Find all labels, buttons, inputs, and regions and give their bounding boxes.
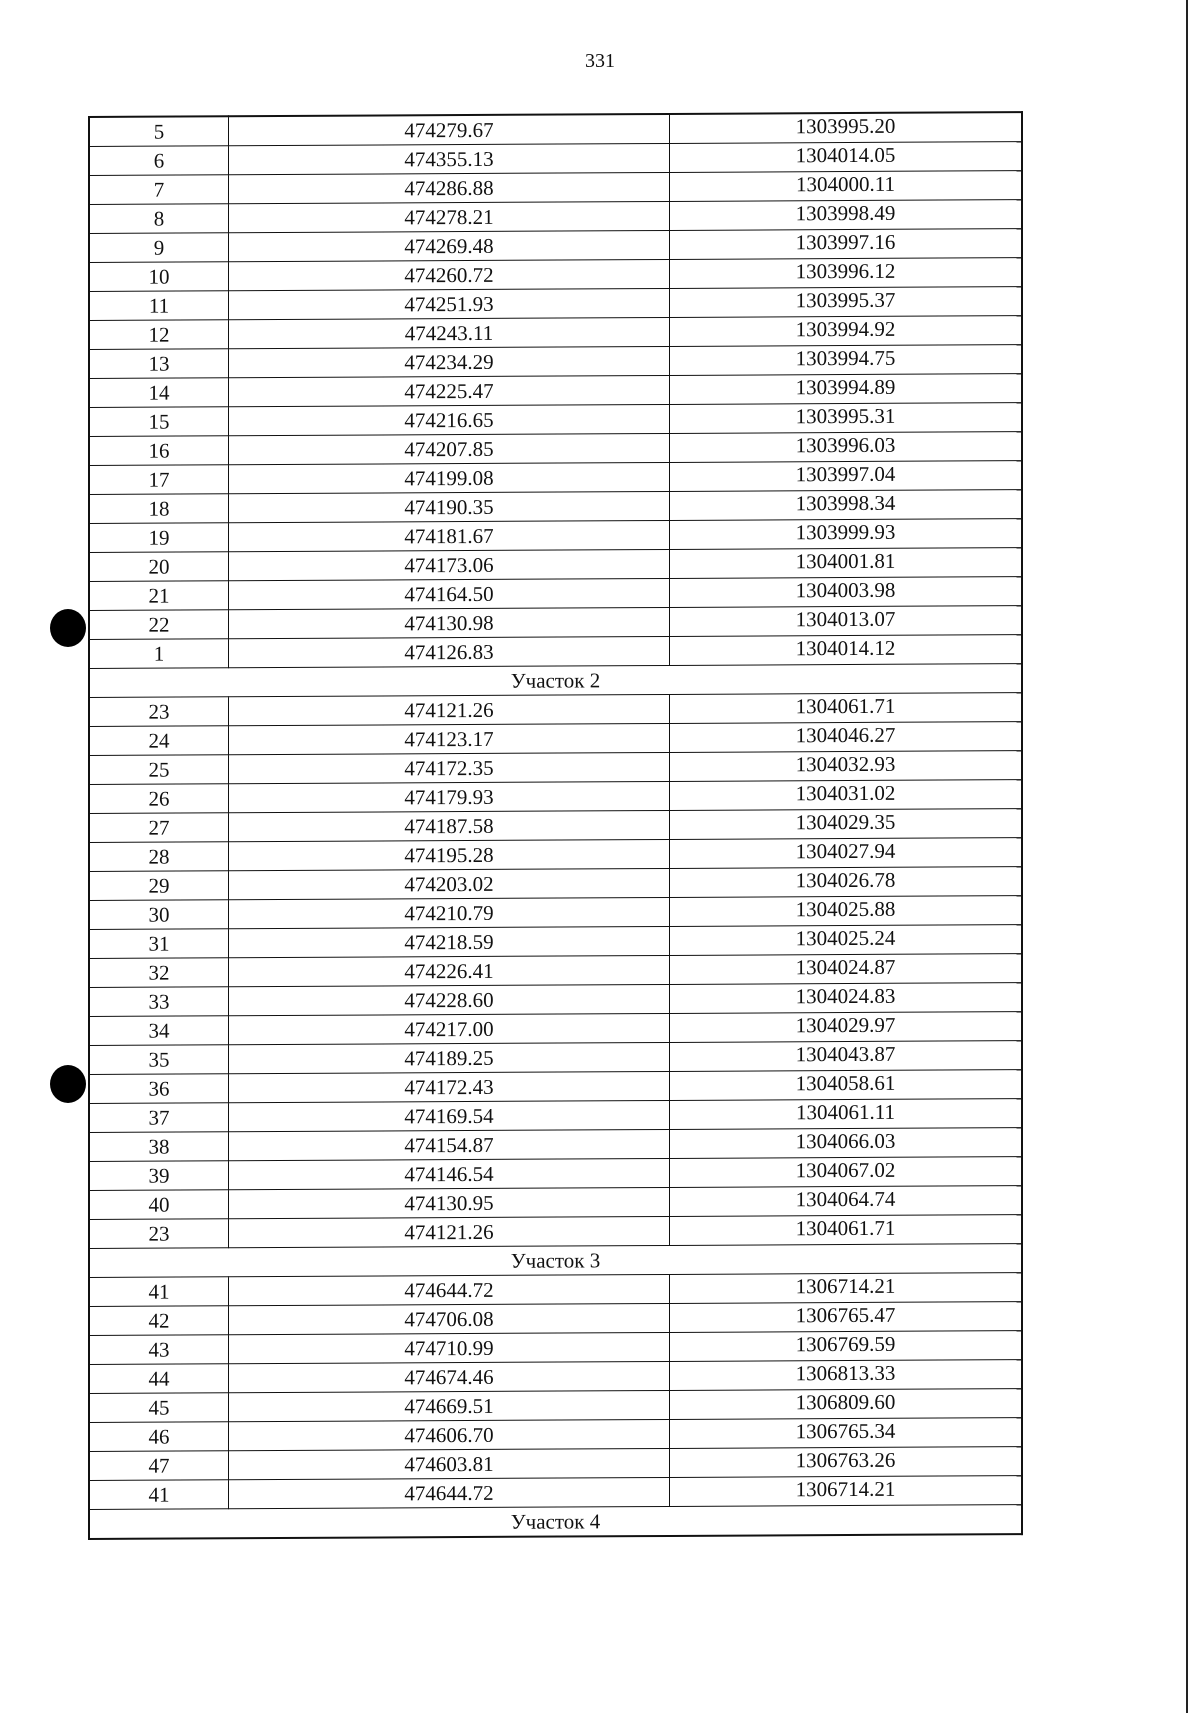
point-number-cell: 22 — [89, 610, 229, 640]
point-number-cell: 1 — [89, 639, 229, 669]
point-number-cell: 45 — [89, 1393, 229, 1423]
y-coordinate-cell: 1304046.27 — [670, 722, 1023, 753]
x-coordinate-cell: 474195.28 — [229, 839, 670, 870]
point-number-cell: 11 — [89, 291, 229, 321]
point-number-cell: 8 — [89, 204, 229, 234]
y-coordinate-cell: 1303995.31 — [670, 403, 1023, 434]
x-coordinate-cell: 474189.25 — [229, 1042, 670, 1073]
x-coordinate-cell: 474606.70 — [229, 1419, 670, 1450]
x-coordinate-cell: 474154.87 — [229, 1129, 670, 1160]
y-coordinate-cell: 1304027.94 — [670, 838, 1023, 869]
x-coordinate-cell: 474172.43 — [229, 1071, 670, 1102]
section-title: Участок 2 — [89, 664, 1022, 698]
y-coordinate-cell: 1304024.83 — [670, 983, 1023, 1014]
x-coordinate-cell: 474279.67 — [229, 114, 670, 146]
point-number-cell: 30 — [89, 900, 229, 930]
y-coordinate-cell: 1306714.21 — [670, 1273, 1023, 1304]
point-number-cell: 37 — [89, 1103, 229, 1133]
x-coordinate-cell: 474181.67 — [229, 520, 670, 551]
x-coordinate-cell: 474260.72 — [229, 259, 670, 290]
y-coordinate-cell: 1303994.75 — [670, 345, 1023, 376]
y-coordinate-cell: 1306765.34 — [670, 1418, 1023, 1449]
x-coordinate-cell: 474173.06 — [229, 549, 670, 580]
y-coordinate-cell: 1304066.03 — [670, 1128, 1023, 1159]
x-coordinate-cell: 474234.29 — [229, 346, 670, 377]
y-coordinate-cell: 1303997.16 — [670, 229, 1023, 260]
y-coordinate-cell: 1304003.98 — [670, 577, 1023, 608]
x-coordinate-cell: 474225.47 — [229, 375, 670, 406]
y-coordinate-cell: 1304001.81 — [670, 548, 1023, 579]
point-number-cell: 44 — [89, 1364, 229, 1394]
punch-hole — [50, 609, 86, 647]
x-coordinate-cell: 474278.21 — [229, 201, 670, 232]
section-title: Участок 3 — [89, 1244, 1022, 1278]
point-number-cell: 28 — [89, 842, 229, 872]
x-coordinate-cell: 474210.79 — [229, 897, 670, 928]
point-number-cell: 23 — [89, 1219, 229, 1249]
point-number-cell: 9 — [89, 233, 229, 263]
point-number-cell: 31 — [89, 929, 229, 959]
point-number-cell: 25 — [89, 755, 229, 785]
x-coordinate-cell: 474674.46 — [229, 1361, 670, 1392]
point-number-cell: 20 — [89, 552, 229, 582]
x-coordinate-cell: 474130.98 — [229, 607, 670, 638]
y-coordinate-cell: 1303995.37 — [670, 287, 1023, 318]
point-number-cell: 46 — [89, 1422, 229, 1452]
point-number-cell: 27 — [89, 813, 229, 843]
y-coordinate-cell: 1304043.87 — [670, 1041, 1023, 1072]
y-coordinate-cell: 1303998.49 — [670, 200, 1023, 231]
y-coordinate-cell: 1304014.12 — [670, 635, 1023, 666]
point-number-cell: 14 — [89, 378, 229, 408]
y-coordinate-cell: 1304058.61 — [670, 1070, 1023, 1101]
x-coordinate-cell: 474217.00 — [229, 1013, 670, 1044]
section-title: Участок 4 — [89, 1505, 1022, 1539]
x-coordinate-cell: 474199.08 — [229, 462, 670, 493]
y-coordinate-cell: 1304061.11 — [670, 1099, 1023, 1130]
point-number-cell: 10 — [89, 262, 229, 292]
x-coordinate-cell: 474179.93 — [229, 781, 670, 812]
point-number-cell: 41 — [89, 1277, 229, 1307]
x-coordinate-cell: 474669.51 — [229, 1390, 670, 1421]
y-coordinate-cell: 1303996.12 — [670, 258, 1023, 289]
x-coordinate-cell: 474121.26 — [229, 694, 670, 725]
y-coordinate-cell: 1304029.35 — [670, 809, 1023, 840]
point-number-cell: 21 — [89, 581, 229, 611]
y-coordinate-cell: 1304061.71 — [670, 693, 1023, 724]
point-number-cell: 23 — [89, 697, 229, 727]
point-number-cell: 34 — [89, 1016, 229, 1046]
point-number-cell: 33 — [89, 987, 229, 1017]
y-coordinate-cell: 1304064.74 — [670, 1186, 1023, 1217]
y-coordinate-cell: 1306765.47 — [670, 1302, 1023, 1333]
point-number-cell: 32 — [89, 958, 229, 988]
y-coordinate-cell: 1303995.20 — [670, 112, 1023, 143]
x-coordinate-cell: 474187.58 — [229, 810, 670, 841]
y-coordinate-cell: 1304025.88 — [670, 896, 1023, 927]
x-coordinate-cell: 474146.54 — [229, 1158, 670, 1189]
x-coordinate-cell: 474710.99 — [229, 1332, 670, 1363]
y-coordinate-cell: 1304026.78 — [670, 867, 1023, 898]
y-coordinate-cell: 1304032.93 — [670, 751, 1023, 782]
point-number-cell: 40 — [89, 1190, 229, 1220]
point-number-cell: 15 — [89, 407, 229, 437]
table-row — [89, 112, 1022, 146]
x-coordinate-cell: 474123.17 — [229, 723, 670, 754]
x-coordinate-cell: 474226.41 — [229, 955, 670, 986]
punch-hole — [50, 1065, 86, 1103]
y-coordinate-cell: 1304014.05 — [670, 142, 1023, 173]
page-number: 331 — [585, 50, 615, 72]
y-coordinate-cell: 1306809.60 — [670, 1389, 1023, 1420]
point-number-cell: 38 — [89, 1132, 229, 1162]
x-coordinate-cell: 474644.72 — [229, 1274, 670, 1305]
point-number-cell: 19 — [89, 523, 229, 553]
y-coordinate-cell: 1304013.07 — [670, 606, 1023, 637]
x-coordinate-cell: 474126.83 — [229, 636, 670, 667]
y-coordinate-cell: 1306714.21 — [670, 1476, 1023, 1507]
y-coordinate-cell: 1303999.93 — [670, 519, 1023, 550]
point-number-cell: 36 — [89, 1074, 229, 1104]
point-number-cell: 13 — [89, 349, 229, 379]
x-coordinate-cell: 474251.93 — [229, 288, 670, 319]
point-number-cell: 24 — [89, 726, 229, 756]
y-coordinate-cell: 1304024.87 — [670, 954, 1023, 985]
point-number-cell: 12 — [89, 320, 229, 350]
y-coordinate-cell: 1304029.97 — [670, 1012, 1023, 1043]
x-coordinate-cell: 474644.72 — [229, 1477, 670, 1508]
y-coordinate-cell: 1303994.92 — [670, 316, 1023, 347]
x-coordinate-cell: 474121.26 — [229, 1216, 670, 1247]
y-coordinate-cell: 1304067.02 — [670, 1157, 1023, 1188]
x-coordinate-cell: 474355.13 — [229, 143, 670, 174]
section-header-row — [89, 1505, 1022, 1539]
y-coordinate-cell: 1304031.02 — [670, 780, 1023, 811]
point-number-cell: 29 — [89, 871, 229, 901]
y-coordinate-cell: 1304061.71 — [670, 1215, 1023, 1246]
point-number-cell: 17 — [89, 465, 229, 495]
x-coordinate-cell: 474164.50 — [229, 578, 670, 609]
point-number-cell: 41 — [89, 1480, 229, 1510]
x-coordinate-cell: 474130.95 — [229, 1187, 670, 1218]
point-number-cell: 7 — [89, 175, 229, 205]
y-coordinate-cell: 1303994.89 — [670, 374, 1023, 405]
x-coordinate-cell: 474269.48 — [229, 230, 670, 261]
y-coordinate-cell: 1303997.04 — [670, 461, 1023, 492]
x-coordinate-cell: 474286.88 — [229, 172, 670, 203]
y-coordinate-cell: 1304000.11 — [670, 171, 1023, 202]
point-number-cell: 39 — [89, 1161, 229, 1191]
y-coordinate-cell: 1306763.26 — [670, 1447, 1023, 1478]
point-number-cell: 43 — [89, 1335, 229, 1365]
y-coordinate-cell: 1303996.03 — [670, 432, 1023, 463]
x-coordinate-cell: 474228.60 — [229, 984, 670, 1015]
x-coordinate-cell: 474203.02 — [229, 868, 670, 899]
x-coordinate-cell: 474207.85 — [229, 433, 670, 464]
y-coordinate-cell: 1306813.33 — [670, 1360, 1023, 1391]
point-number-cell: 18 — [89, 494, 229, 524]
point-number-cell: 5 — [89, 116, 229, 146]
y-coordinate-cell: 1303998.34 — [670, 490, 1023, 521]
coordinates-table-body — [89, 112, 1022, 1539]
x-coordinate-cell: 474172.35 — [229, 752, 670, 783]
point-number-cell: 47 — [89, 1451, 229, 1481]
y-coordinate-cell: 1306769.59 — [670, 1331, 1023, 1362]
y-coordinate-cell: 1304025.24 — [670, 925, 1023, 956]
coordinates-table — [88, 111, 1023, 1540]
x-coordinate-cell: 474706.08 — [229, 1303, 670, 1334]
x-coordinate-cell: 474190.35 — [229, 491, 670, 522]
x-coordinate-cell: 474216.65 — [229, 404, 670, 435]
x-coordinate-cell: 474603.81 — [229, 1448, 670, 1479]
point-number-cell: 26 — [89, 784, 229, 814]
x-coordinate-cell: 474243.11 — [229, 317, 670, 348]
point-number-cell: 6 — [89, 146, 229, 176]
point-number-cell: 42 — [89, 1306, 229, 1336]
point-number-cell: 16 — [89, 436, 229, 466]
x-coordinate-cell: 474169.54 — [229, 1100, 670, 1131]
x-coordinate-cell: 474218.59 — [229, 926, 670, 957]
point-number-cell: 35 — [89, 1045, 229, 1075]
